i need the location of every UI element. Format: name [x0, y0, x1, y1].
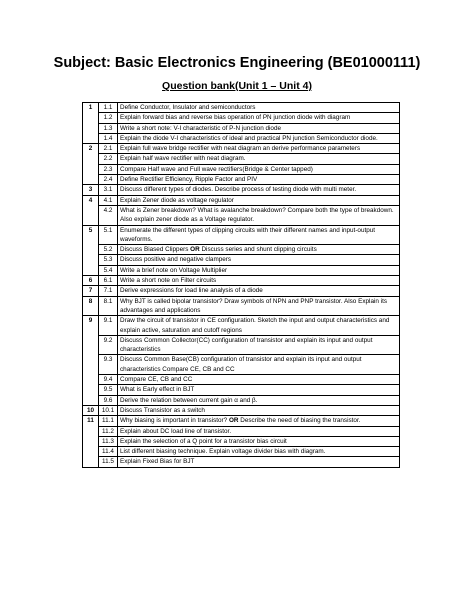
question-text-part: Discuss positive and negative clampers: [120, 256, 232, 264]
unit-number: 8: [83, 296, 99, 316]
unit-number: 10: [83, 405, 99, 415]
question-text: [118, 436, 400, 446]
question-text-part: Derive the relation between current gain α and β.: [120, 396, 258, 404]
table-row: [83, 205, 400, 225]
table-row: [83, 426, 400, 436]
question-table-body: [83, 103, 400, 468]
table-row: [83, 133, 400, 143]
question-text: [118, 296, 400, 316]
table-row: [83, 113, 400, 123]
unit-number: 11: [83, 416, 99, 467]
question-number: 2.1: [99, 144, 118, 154]
subject-title: Subject: Basic Electronics Engineering (BE01000111): [53, 55, 421, 71]
question-text: [118, 457, 400, 467]
question-text-part: Enumerate the different types of clipping circuits with their different names and input-output waveforms.: [120, 226, 376, 243]
question-text-part: Write a short note on Filter circuits: [120, 277, 217, 285]
table-row: [83, 144, 400, 154]
question-text-part: Explain about DC load line of transistor.: [120, 427, 232, 435]
question-number: 11.4: [99, 447, 118, 457]
unit-number: 1: [83, 103, 99, 144]
table-row: [83, 103, 400, 113]
unit-number: 7: [83, 286, 99, 296]
table-row: [83, 245, 400, 255]
question-text: [118, 123, 400, 133]
question-text: [118, 375, 400, 385]
question-number: 9.2: [99, 335, 118, 355]
table-row: [83, 375, 400, 385]
question-number: 9.3: [99, 355, 118, 375]
or-keyword: OR: [190, 246, 200, 254]
table-row: [83, 225, 400, 245]
unit-number: 6: [83, 276, 99, 286]
question-text-part: Compare CE, CB and CC: [120, 376, 193, 384]
question-text: [118, 276, 400, 286]
question-text-part: Define Conductor, Insulator and semiconductors: [120, 104, 256, 111]
question-number: 11.5: [99, 457, 118, 467]
unit-number: 4: [83, 195, 99, 225]
question-text: [118, 154, 400, 164]
question-text: [118, 195, 400, 205]
question-number: 5.1: [99, 225, 118, 245]
question-text-part: Discuss Common Base(CB) configuration of transistor and explain its input and output characteristics Compare CE, CB and CC: [120, 356, 362, 373]
question-text: [118, 286, 400, 296]
table-row: [83, 335, 400, 355]
question-number: 4.2: [99, 205, 118, 225]
question-number: 10.1: [99, 405, 118, 415]
question-number: 2.4: [99, 175, 118, 185]
table-row: [83, 185, 400, 195]
question-text-part: Discuss different types of diodes. Describe process of testing diode with multi meter.: [120, 186, 357, 194]
question-number: 1.4: [99, 133, 118, 143]
question-number: 9.5: [99, 385, 118, 395]
question-bank-heading: Question bank(Unit 1 – Unit 4): [162, 80, 312, 92]
question-text: [118, 265, 400, 275]
question-text: [118, 225, 400, 245]
question-text-part: Discuss Biased Clippers: [120, 246, 191, 254]
unit-number: 9: [83, 316, 99, 406]
question-text-part: Explain Fixed Bias for BJT: [120, 458, 195, 466]
question-text-part: Explain the diode V-I characteristics of ideal and practical PN junction Semiconductor diode.: [120, 134, 378, 142]
table-row: [83, 265, 400, 275]
question-number: 9.4: [99, 375, 118, 385]
table-row: [83, 447, 400, 457]
question-number: 2.2: [99, 154, 118, 164]
question-text: [118, 205, 400, 225]
table-row: [83, 195, 400, 205]
question-table: [82, 102, 400, 468]
table-row: [83, 276, 400, 286]
table-row: [83, 405, 400, 415]
question-text: [118, 185, 400, 195]
question-number: 11.1: [99, 416, 118, 426]
question-text: [118, 426, 400, 436]
table-row: [83, 175, 400, 185]
question-text-part: Discuss series and shunt clipping circuits: [199, 246, 317, 254]
question-text: [118, 316, 400, 336]
table-row: [83, 296, 400, 316]
question-text-part: Discuss Common Collector(CC) configuration of transistor and explain its input and output characteristics: [120, 336, 373, 354]
question-text: [118, 335, 400, 355]
question-text-part: Explain Zener diode as voltage regulator: [120, 196, 234, 204]
question-number: 5.4: [99, 265, 118, 275]
question-number: 6.1: [99, 276, 118, 286]
question-text-part: Explain the selection of a Q point for a transistor bias circuit: [120, 437, 287, 445]
table-row: [83, 436, 400, 446]
question-text-part: Explain forward bias and reverse bias operation of PN junction diode with diagram: [120, 114, 351, 122]
question-number: 8.1: [99, 296, 118, 316]
table-row: [83, 385, 400, 395]
question-text-part: Define Rectifier Efficiency, Ripple Factor and PIV: [120, 176, 258, 184]
question-number: 11.3: [99, 436, 118, 446]
table-row: [83, 123, 400, 133]
question-number: 1.3: [99, 123, 118, 133]
question-text: [118, 144, 400, 154]
question-text: [118, 255, 400, 265]
question-text-part: Explain half wave rectifier with neat diagram.: [120, 155, 246, 163]
question-text-part: Why BJT is called bipolar transistor? Draw symbols of NPN and PNP transistor. Also Explain its advantages and applications: [120, 297, 388, 314]
question-number: 1.2: [99, 113, 118, 123]
question-text: [118, 385, 400, 395]
table-row: [83, 457, 400, 467]
table-row: [83, 154, 400, 164]
question-number: 11.2: [99, 426, 118, 436]
question-text: [118, 164, 400, 174]
question-text-part: What is Early effect in BJT: [120, 386, 195, 394]
question-number: 7.1: [99, 286, 118, 296]
question-text: [118, 113, 400, 123]
question-number: 1.1: [99, 103, 118, 113]
unit-number: 5: [83, 225, 99, 275]
question-number: 5.2: [99, 245, 118, 255]
table-row: [83, 416, 400, 426]
question-text: [118, 416, 400, 426]
table-row: [83, 316, 400, 336]
table-row: [83, 286, 400, 296]
question-text: [118, 405, 400, 415]
table-row: [83, 164, 400, 174]
question-number: 9.1: [99, 316, 118, 336]
question-text-part: Draw the circuit of transistor in CE configuration. Sketch the input and output characteristics and explain active, saturation and cutoff regions: [120, 317, 390, 334]
question-number: 2.3: [99, 164, 118, 174]
or-keyword: OR: [228, 417, 239, 425]
question-number: 9.6: [99, 395, 118, 405]
question-number: 5.3: [99, 255, 118, 265]
question-text-part: Explain full wave bridge rectifier with neat diagram an derive performance parameters: [120, 145, 361, 153]
question-text: [118, 395, 400, 405]
question-text: [118, 245, 400, 255]
question-text-part: Compare Half wave and Full wave rectifiers(Bridge & Center tapped): [120, 165, 313, 173]
question-number: 4.1: [99, 195, 118, 205]
table-row: [83, 395, 400, 405]
question-text-part: What is Zener breakdown? What is avalanche breakdown? Compare both the type of breakdown. Also explain zener diode as a Voltage regulator.: [120, 206, 394, 224]
question-text: [118, 175, 400, 185]
question-text: [118, 103, 400, 113]
question-text-part: Describe the need of biasing the transistor.: [238, 417, 361, 425]
question-text-part: List different biasing technique. Explain voltage divider bias with diagram.: [120, 448, 326, 456]
question-text-part: Derive expressions for load line analysis of a diode: [120, 287, 263, 295]
question-text: [118, 355, 400, 375]
question-text-part: Write a brief note on Voltage Multiplier: [120, 266, 228, 274]
question-text-part: Why biasing is important in transistor?: [120, 417, 229, 425]
question-number: 3.1: [99, 185, 118, 195]
question-text: [118, 447, 400, 457]
unit-number: 3: [83, 185, 99, 195]
unit-number: 2: [83, 144, 99, 185]
question-text: [118, 133, 400, 143]
question-text-part: Write a short note: V-I characteristic of P-N junction diode: [120, 124, 282, 132]
question-text-part: Discuss Transistor as a switch: [120, 406, 205, 414]
table-row: [83, 355, 400, 375]
table-row: [83, 255, 400, 265]
